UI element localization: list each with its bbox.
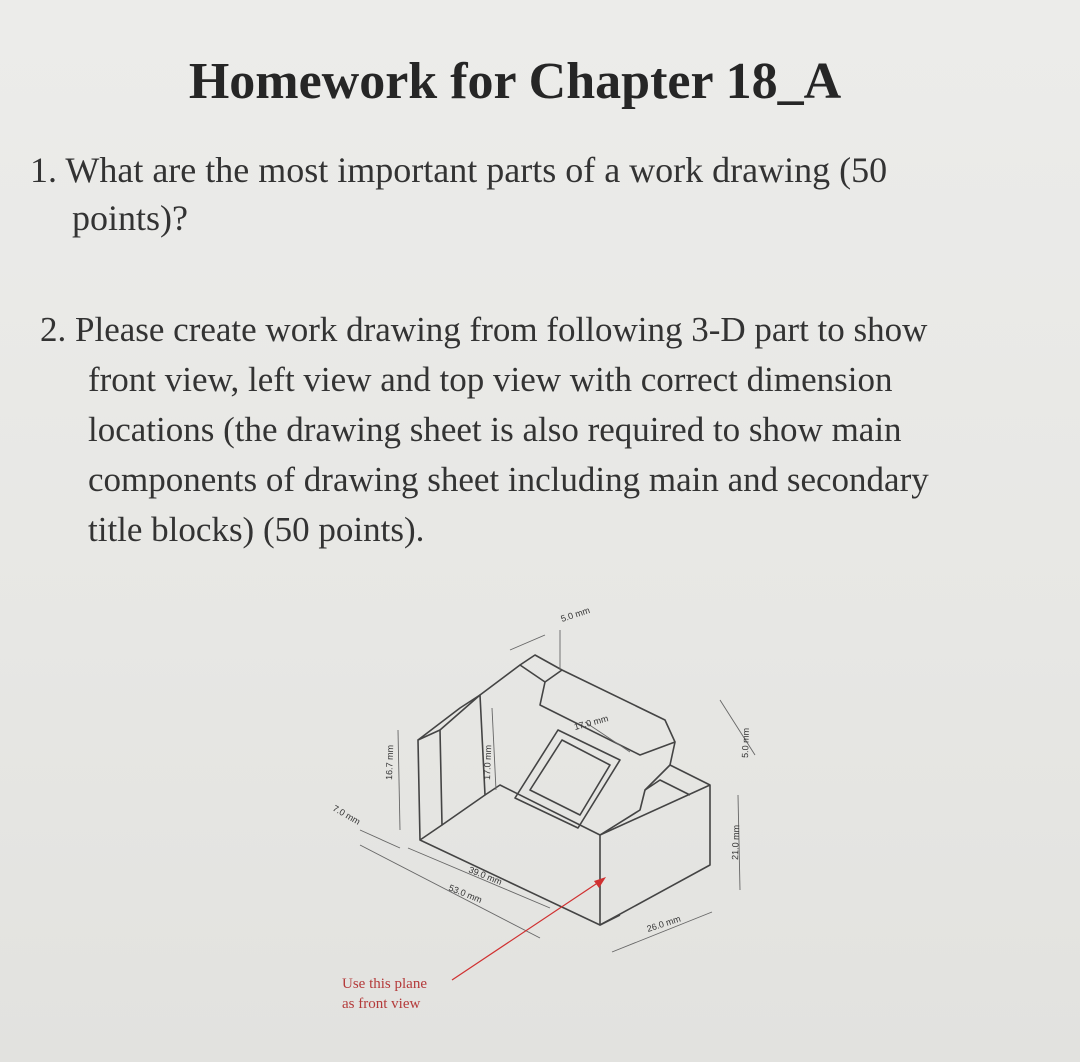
dim-label-d1: 5.0 mm bbox=[559, 605, 592, 624]
part-outline bbox=[418, 655, 710, 925]
sloped-inner bbox=[530, 740, 610, 815]
question-1-number: 1. bbox=[30, 150, 57, 190]
dim-label-d6: 39.0 mm bbox=[467, 864, 504, 887]
front-view-note-line-1: Use this plane bbox=[342, 976, 427, 992]
dim-line-d8 bbox=[612, 912, 712, 952]
isometric-part-drawing bbox=[300, 590, 780, 1030]
question-1-line-2: points)? bbox=[72, 198, 188, 238]
dim-label-d4: 17.0 mm bbox=[482, 744, 494, 781]
left-riser-side bbox=[418, 730, 442, 840]
question-2-line-4: components of drawing sheet including main and secondary bbox=[88, 460, 929, 499]
dim-line-d5 bbox=[360, 830, 400, 848]
back-top-edge bbox=[562, 670, 675, 742]
left-riser-top bbox=[418, 695, 480, 740]
left-riser-face bbox=[440, 695, 485, 825]
dim-label-d8: 26.0 mm bbox=[645, 913, 682, 934]
dim-label-d5: 7.0 mm bbox=[331, 803, 362, 827]
question-2 bbox=[40, 305, 1040, 555]
back-ridge bbox=[480, 665, 675, 765]
question-1-line-1: What are the most important parts of a work drawing (50 bbox=[65, 150, 888, 190]
question-2-line-3: locations (the drawing sheet is also required to show main bbox=[88, 410, 902, 449]
dim-label-d10: 5.0 mm bbox=[740, 727, 752, 759]
question-2-number: 2. bbox=[40, 310, 67, 349]
page-title: Homework for Chapter 18_A bbox=[188, 53, 842, 110]
question-1 bbox=[30, 146, 1060, 242]
front-view-note bbox=[342, 974, 427, 1014]
dim-line-d1b bbox=[510, 635, 545, 650]
isometric-svg bbox=[300, 590, 780, 1030]
right-block-top bbox=[600, 765, 710, 835]
right-block-front bbox=[600, 785, 710, 925]
question-2-line-1: Please create work drawing from following 3-D part to show bbox=[75, 310, 928, 349]
front-view-note-line-2: as front view bbox=[342, 996, 421, 1012]
sloped-face bbox=[515, 730, 620, 828]
dim-label-d7: 53.0 mm bbox=[447, 882, 484, 905]
dim-label-d3: 16.7 mm bbox=[384, 744, 396, 781]
question-2-line-2: front view, left view and top view with correct dimension bbox=[88, 360, 893, 399]
question-2-line-5: title blocks) (50 points). bbox=[88, 510, 425, 549]
dim-line-d3 bbox=[398, 730, 400, 830]
dim-label-d9: 21.0 mm bbox=[730, 824, 742, 861]
dim-label-d2: 17.0 mm bbox=[572, 713, 610, 732]
